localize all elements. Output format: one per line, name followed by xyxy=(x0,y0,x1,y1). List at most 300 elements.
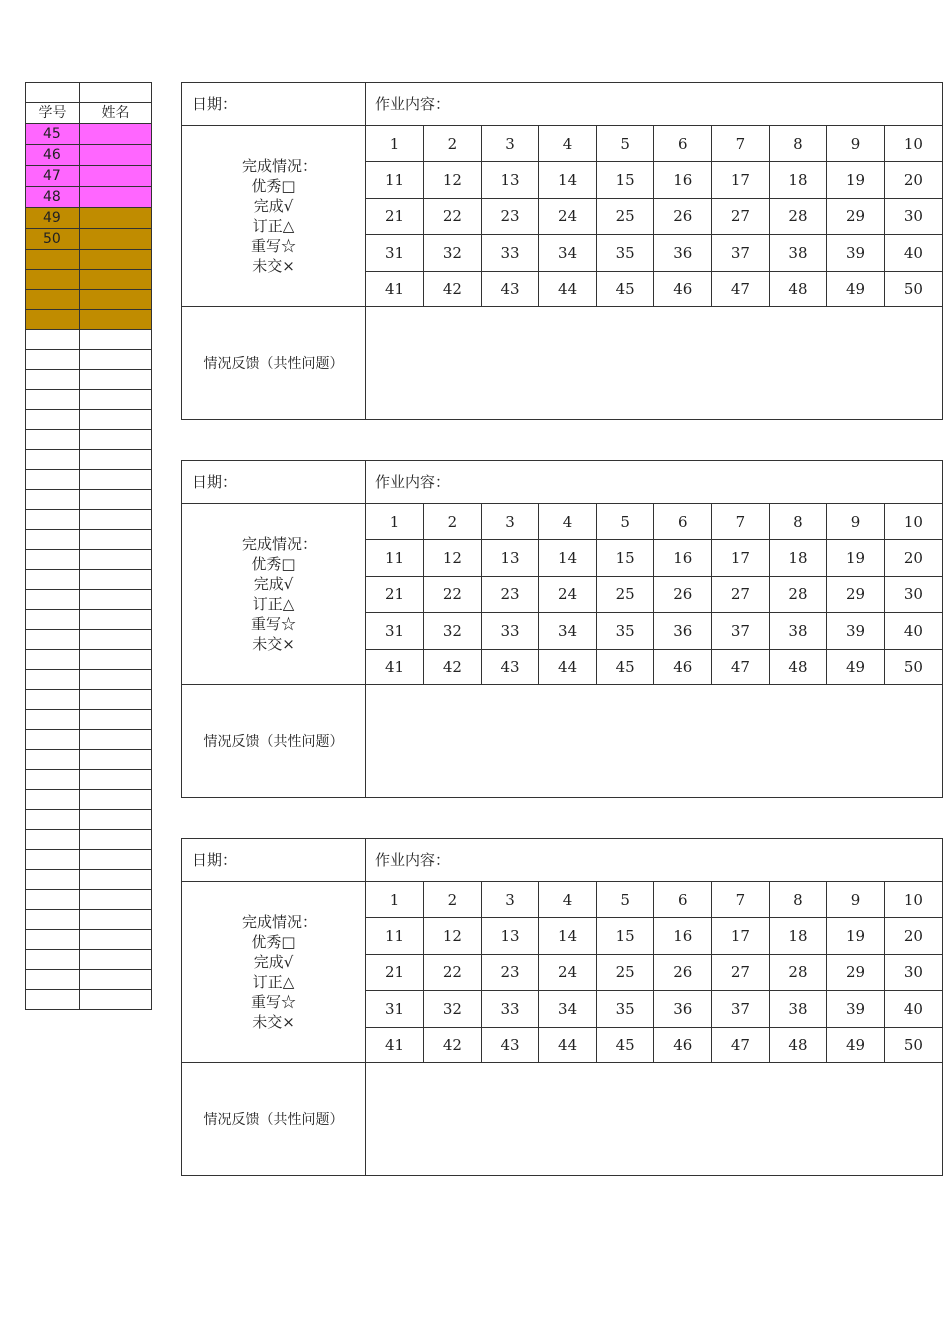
student-number-cell[interactable]: 33 xyxy=(481,613,539,650)
student-number-cell[interactable]: 41 xyxy=(366,1027,424,1063)
student-number[interactable] xyxy=(26,430,80,450)
feedback-label: 情况反馈（共性问题） xyxy=(182,1063,366,1175)
student-number-cell[interactable]: 23 xyxy=(481,576,539,613)
student-number-cell[interactable]: 36 xyxy=(654,991,712,1028)
student-name-header: 姓名 xyxy=(80,103,152,124)
student-number-cell[interactable]: 47 xyxy=(712,1027,770,1063)
student-number-cell[interactable]: 16 xyxy=(654,918,712,955)
student-number-cell[interactable]: 16 xyxy=(654,162,712,199)
student-name[interactable] xyxy=(80,870,152,890)
legend-rewrite: 重写☆ xyxy=(250,993,296,1011)
student-number-cell[interactable]: 47 xyxy=(712,649,770,685)
student-name[interactable] xyxy=(80,670,152,690)
student-number[interactable] xyxy=(26,990,80,1010)
student-number-cell[interactable]: 9 xyxy=(827,882,885,918)
homework-content-field[interactable] xyxy=(366,461,942,504)
student-name[interactable] xyxy=(80,890,152,910)
student-number-cell[interactable]: 3 xyxy=(481,126,539,162)
student-number-cell[interactable]: 26 xyxy=(654,954,712,991)
student-number[interactable]: 47 xyxy=(26,166,80,187)
homework-content-field[interactable] xyxy=(366,839,942,882)
student-name[interactable] xyxy=(80,124,152,145)
student-number-cell[interactable]: 12 xyxy=(424,918,482,955)
student-number[interactable] xyxy=(26,910,80,930)
student-number-cell[interactable]: 17 xyxy=(712,162,770,199)
student-name[interactable] xyxy=(80,187,152,208)
student-number-cell[interactable]: 5 xyxy=(596,504,654,540)
student-number-cell[interactable]: 37 xyxy=(712,235,770,272)
student-number-grid xyxy=(366,882,942,1063)
student-number-cell[interactable]: 21 xyxy=(366,954,424,991)
student-number-cell[interactable]: 39 xyxy=(827,991,885,1028)
student-number-cell[interactable]: 10 xyxy=(884,126,942,162)
student-number[interactable] xyxy=(26,410,80,430)
student-number-cell[interactable]: 22 xyxy=(424,198,482,235)
student-number[interactable] xyxy=(26,270,80,290)
student-number-cell[interactable]: 15 xyxy=(596,918,654,955)
student-number-cell[interactable]: 40 xyxy=(884,613,942,650)
student-number-cell[interactable]: 4 xyxy=(539,126,597,162)
feedback-label: 情况反馈（共性问题） xyxy=(182,307,366,419)
grid-row xyxy=(366,991,942,1028)
student-number-cell[interactable]: 9 xyxy=(827,126,885,162)
student-number-cell[interactable]: 25 xyxy=(596,198,654,235)
student-number-cell[interactable]: 36 xyxy=(654,613,712,650)
student-number-cell[interactable]: 32 xyxy=(424,235,482,272)
student-name[interactable] xyxy=(80,250,152,270)
student-number-cell[interactable]: 6 xyxy=(654,882,712,918)
roster-row xyxy=(26,490,152,510)
student-number-cell[interactable]: 50 xyxy=(903,1036,923,1055)
student-number[interactable] xyxy=(26,250,80,270)
legend-correct: 订正△ xyxy=(252,217,295,235)
student-number[interactable] xyxy=(26,850,80,870)
student-number-cell[interactable]: 21 xyxy=(366,576,424,613)
roster-row xyxy=(26,810,152,830)
student-number-cell[interactable]: 2 xyxy=(424,126,482,162)
student-name[interactable] xyxy=(80,590,152,610)
student-number-cell[interactable]: 24 xyxy=(539,954,597,991)
student-number-cell[interactable]: 3 xyxy=(481,504,539,540)
homework-sheet xyxy=(181,838,943,1176)
student-number-cell[interactable]: 7 xyxy=(712,504,770,540)
student-number-cell[interactable]: 38 xyxy=(769,613,827,650)
student-number-cell[interactable]: 38 xyxy=(769,991,827,1028)
student-number[interactable] xyxy=(26,570,80,590)
student-number[interactable] xyxy=(26,770,80,790)
student-number-cell[interactable]: 29 xyxy=(827,198,885,235)
student-name[interactable] xyxy=(80,510,152,530)
student-name[interactable] xyxy=(80,830,152,850)
roster-row xyxy=(26,229,152,250)
student-number-cell[interactable]: 11 xyxy=(366,162,424,199)
student-name[interactable] xyxy=(80,550,152,570)
student-number-cell[interactable]: 29 xyxy=(827,576,885,613)
student-name[interactable] xyxy=(80,790,152,810)
student-number-cell[interactable]: 31 xyxy=(366,235,424,272)
student-number-cell[interactable]: 39 xyxy=(827,235,885,272)
student-number-cell[interactable]: 49 xyxy=(827,271,885,307)
student-number-cell[interactable]: 8 xyxy=(769,504,827,540)
student-number-cell[interactable]: 7 xyxy=(712,126,770,162)
student-name[interactable] xyxy=(80,166,152,187)
student-number-cell[interactable]: 10 xyxy=(884,882,942,918)
student-name[interactable] xyxy=(80,430,152,450)
grid-row xyxy=(366,235,942,272)
grid-row xyxy=(366,613,942,650)
student-number-cell[interactable]: 14 xyxy=(539,540,597,577)
student-name[interactable] xyxy=(80,570,152,590)
student-number[interactable] xyxy=(26,370,80,390)
student-number-cell[interactable]: 5 xyxy=(596,126,654,162)
student-number-cell[interactable]: 13 xyxy=(481,918,539,955)
student-number-cell[interactable]: 48 xyxy=(769,271,827,307)
student-number[interactable]: 45 xyxy=(26,124,80,145)
student-number-cell[interactable]: 19 xyxy=(827,540,885,577)
student-name[interactable] xyxy=(80,850,152,870)
student-number[interactable]: 48 xyxy=(26,187,80,208)
homework-content-label: 作业内容： xyxy=(375,851,451,869)
student-number-cell[interactable]: 3 xyxy=(481,882,539,918)
legend-not-submitted: 未交× xyxy=(252,1013,295,1031)
student-number-cell[interactable]: 18 xyxy=(769,918,827,955)
student-number-cell[interactable]: 47 xyxy=(712,271,770,307)
student-name[interactable] xyxy=(80,970,152,990)
student-name[interactable] xyxy=(80,630,152,650)
student-number-cell[interactable]: 1 xyxy=(366,882,424,918)
student-number-cell[interactable]: 9 xyxy=(827,504,885,540)
grid-row xyxy=(366,918,942,955)
student-number-cell[interactable]: 17 xyxy=(712,918,770,955)
date-field[interactable] xyxy=(182,461,366,504)
feedback-area[interactable] xyxy=(366,307,942,419)
student-number-cell[interactable]: 29 xyxy=(827,954,885,991)
student-name[interactable] xyxy=(80,690,152,710)
student-number-cell[interactable]: 48 xyxy=(769,649,827,685)
student-number-cell[interactable]: 39 xyxy=(827,613,885,650)
legend-complete: 完成√ xyxy=(253,953,294,971)
student-number[interactable] xyxy=(26,590,80,610)
student-number-cell[interactable]: 2 xyxy=(424,504,482,540)
student-number[interactable] xyxy=(26,530,80,550)
student-number-cell[interactable]: 24 xyxy=(539,576,597,613)
student-number-cell[interactable]: 26 xyxy=(654,198,712,235)
roster-row xyxy=(26,330,152,350)
student-number-cell[interactable]: 7 xyxy=(712,882,770,918)
student-name[interactable] xyxy=(80,750,152,770)
student-name[interactable] xyxy=(80,990,152,1010)
student-number-cell[interactable]: 20 xyxy=(884,540,942,577)
student-number-cell[interactable]: 11 xyxy=(366,540,424,577)
student-number-cell[interactable]: 10 xyxy=(884,504,942,540)
student-number-cell[interactable]: 50 xyxy=(903,658,923,677)
student-name[interactable] xyxy=(80,208,152,229)
student-name[interactable] xyxy=(80,650,152,670)
roster-row xyxy=(26,166,152,187)
feedback-area[interactable] xyxy=(366,1063,942,1175)
student-number-header: 学号 xyxy=(26,103,80,124)
student-number-cell[interactable]: 34 xyxy=(539,235,597,272)
student-number[interactable] xyxy=(26,670,80,690)
student-number[interactable] xyxy=(26,790,80,810)
student-name[interactable] xyxy=(80,390,152,410)
student-number-cell[interactable]: 44 xyxy=(539,1027,597,1063)
student-number-cell[interactable]: 21 xyxy=(366,198,424,235)
student-number-cell[interactable]: 16 xyxy=(654,540,712,577)
roster-row xyxy=(26,410,152,430)
roster-row xyxy=(26,910,152,930)
student-number-cell[interactable]: 13 xyxy=(481,162,539,199)
student-number[interactable] xyxy=(26,970,80,990)
student-number[interactable] xyxy=(26,650,80,670)
feedback-area[interactable] xyxy=(366,685,942,797)
student-name[interactable] xyxy=(80,310,152,330)
student-number-cell[interactable]: 28 xyxy=(769,954,827,991)
roster-row xyxy=(26,850,152,870)
student-number[interactable] xyxy=(26,950,80,970)
student-number-cell[interactable]: 44 xyxy=(539,649,597,685)
feedback-label: 情况反馈（共性问题） xyxy=(182,685,366,797)
student-number-cell[interactable]: 30 xyxy=(884,198,942,235)
student-number[interactable] xyxy=(26,550,80,570)
student-number-cell[interactable]: 6 xyxy=(654,126,712,162)
student-number-cell[interactable]: 33 xyxy=(481,235,539,272)
roster-top-row xyxy=(26,83,152,103)
student-name[interactable] xyxy=(80,710,152,730)
student-number-cell[interactable]: 43 xyxy=(481,649,539,685)
student-number-cell[interactable]: 41 xyxy=(366,271,424,307)
student-name[interactable] xyxy=(80,470,152,490)
student-number-cell[interactable]: 46 xyxy=(654,271,712,307)
student-number-cell[interactable]: 42 xyxy=(424,1027,482,1063)
roster-row xyxy=(26,770,152,790)
student-number-cell[interactable]: 35 xyxy=(596,235,654,272)
student-number-cell[interactable]: 19 xyxy=(827,918,885,955)
student-number[interactable] xyxy=(26,470,80,490)
student-number-cell[interactable]: 1 xyxy=(366,504,424,540)
student-number-cell[interactable]: 43 xyxy=(481,271,539,307)
student-name[interactable] xyxy=(80,950,152,970)
student-number[interactable] xyxy=(26,510,80,530)
student-name[interactable] xyxy=(80,410,152,430)
student-name[interactable] xyxy=(80,490,152,510)
roster-row xyxy=(26,570,152,590)
student-number-cell[interactable]: 14 xyxy=(539,162,597,199)
student-number-cell[interactable]: 49 xyxy=(827,1027,885,1063)
student-number-cell[interactable]: 12 xyxy=(424,162,482,199)
student-name[interactable] xyxy=(80,770,152,790)
student-number-cell[interactable]: 4 xyxy=(539,504,597,540)
date-field[interactable] xyxy=(182,839,366,882)
student-number-cell[interactable]: 45 xyxy=(596,649,654,685)
student-number-cell[interactable]: 8 xyxy=(769,882,827,918)
student-name[interactable] xyxy=(80,330,152,350)
student-name[interactable] xyxy=(80,610,152,630)
student-number-cell[interactable]: 34 xyxy=(539,613,597,650)
student-number-cell[interactable]: 46 xyxy=(654,1027,712,1063)
student-number-cell[interactable]: 4 xyxy=(539,882,597,918)
student-number[interactable] xyxy=(26,350,80,370)
student-number-cell[interactable]: 1 xyxy=(366,126,424,162)
student-number-cell[interactable]: 23 xyxy=(481,198,539,235)
student-number[interactable] xyxy=(26,450,80,470)
student-number-cell[interactable]: 22 xyxy=(424,576,482,613)
student-number-cell[interactable]: 34 xyxy=(539,991,597,1028)
grid-row xyxy=(366,576,942,613)
roster-row xyxy=(26,930,152,950)
student-number[interactable] xyxy=(26,810,80,830)
student-number-cell[interactable]: 15 xyxy=(596,162,654,199)
roster-row xyxy=(26,750,152,770)
roster-row xyxy=(26,350,152,370)
roster-row xyxy=(26,450,152,470)
student-number-cell[interactable]: 44 xyxy=(539,271,597,307)
student-number-cell[interactable]: 35 xyxy=(596,613,654,650)
student-name[interactable] xyxy=(80,930,152,950)
student-number-cell[interactable]: 18 xyxy=(769,540,827,577)
roster-row xyxy=(26,790,152,810)
homework-sheet xyxy=(181,460,943,798)
student-name[interactable] xyxy=(80,145,152,166)
student-name[interactable] xyxy=(80,229,152,250)
student-number[interactable] xyxy=(26,610,80,630)
student-number[interactable] xyxy=(26,890,80,910)
roster-cell[interactable] xyxy=(26,83,80,103)
student-number-cell[interactable]: 42 xyxy=(424,271,482,307)
grid-row xyxy=(366,126,942,162)
student-number-cell[interactable]: 36 xyxy=(654,235,712,272)
student-number-cell[interactable]: 48 xyxy=(769,1027,827,1063)
student-number-cell[interactable]: 17 xyxy=(712,540,770,577)
student-number[interactable]: 46 xyxy=(26,145,80,166)
student-number-cell[interactable]: 22 xyxy=(424,954,482,991)
student-number[interactable] xyxy=(26,730,80,750)
student-number-cell[interactable]: 27 xyxy=(712,954,770,991)
student-number-cell[interactable]: 41 xyxy=(366,649,424,685)
student-number-cell[interactable]: 32 xyxy=(424,991,482,1028)
student-number-cell[interactable]: 43 xyxy=(481,1027,539,1063)
roster-row xyxy=(26,370,152,390)
grid-row xyxy=(366,271,942,307)
student-number-cell[interactable]: 12 xyxy=(424,540,482,577)
student-number-cell[interactable]: 37 xyxy=(712,613,770,650)
student-number-cell[interactable]: 19 xyxy=(827,162,885,199)
student-number[interactable] xyxy=(26,710,80,730)
student-number[interactable] xyxy=(26,390,80,410)
date-field[interactable] xyxy=(182,83,366,126)
student-name[interactable] xyxy=(80,450,152,470)
student-number-cell[interactable]: 23 xyxy=(481,954,539,991)
student-number-cell[interactable]: 14 xyxy=(539,918,597,955)
student-name[interactable] xyxy=(80,730,152,750)
completion-legend xyxy=(182,504,366,685)
roster-row xyxy=(26,830,152,850)
roster-row xyxy=(26,390,152,410)
student-number-cell[interactable]: 6 xyxy=(654,504,712,540)
roster-header-row xyxy=(26,103,152,124)
student-number[interactable]: 50 xyxy=(26,229,80,250)
student-number-cell[interactable]: 33 xyxy=(481,991,539,1028)
student-number-grid xyxy=(366,126,942,307)
grid-row xyxy=(366,162,942,199)
student-number-cell[interactable]: 25 xyxy=(596,576,654,613)
student-number-cell[interactable]: 42 xyxy=(424,649,482,685)
student-number-cell[interactable]: 50 xyxy=(903,280,923,299)
student-number-cell[interactable]: 20 xyxy=(884,162,942,199)
student-number-cell[interactable]: 13 xyxy=(481,540,539,577)
student-name[interactable] xyxy=(80,530,152,550)
student-name[interactable] xyxy=(80,910,152,930)
student-number-cell[interactable]: 31 xyxy=(366,613,424,650)
student-number[interactable] xyxy=(26,690,80,710)
student-number-cell[interactable]: 27 xyxy=(712,198,770,235)
student-number[interactable] xyxy=(26,630,80,650)
student-number-cell[interactable]: 28 xyxy=(769,576,827,613)
student-number-cell[interactable]: 40 xyxy=(884,991,942,1028)
student-number-cell[interactable]: 25 xyxy=(596,954,654,991)
student-number-cell[interactable]: 11 xyxy=(366,918,424,955)
student-number-cell[interactable]: 18 xyxy=(769,162,827,199)
student-name[interactable] xyxy=(80,370,152,390)
student-number[interactable] xyxy=(26,870,80,890)
roster-row xyxy=(26,430,152,450)
roster-cell[interactable] xyxy=(80,83,152,103)
student-number[interactable] xyxy=(26,930,80,950)
student-number[interactable] xyxy=(26,750,80,770)
roster-row xyxy=(26,870,152,890)
student-number-cell[interactable]: 20 xyxy=(884,918,942,955)
student-number-cell[interactable]: 2 xyxy=(424,882,482,918)
student-name[interactable] xyxy=(80,810,152,830)
grid-row xyxy=(366,198,942,235)
student-number-cell[interactable]: 45 xyxy=(596,1027,654,1063)
student-number-cell[interactable]: 40 xyxy=(884,235,942,272)
student-number[interactable] xyxy=(26,290,80,310)
student-name[interactable] xyxy=(80,290,152,310)
student-number-cell[interactable]: 35 xyxy=(596,991,654,1028)
student-number-cell[interactable]: 5 xyxy=(596,882,654,918)
student-number-cell[interactable]: 26 xyxy=(654,576,712,613)
student-number-cell[interactable]: 28 xyxy=(769,198,827,235)
student-number[interactable] xyxy=(26,330,80,350)
student-name[interactable] xyxy=(80,270,152,290)
student-number-cell[interactable]: 32 xyxy=(424,613,482,650)
student-number-cell[interactable]: 24 xyxy=(539,198,597,235)
student-name[interactable] xyxy=(80,350,152,370)
student-number-cell[interactable]: 38 xyxy=(769,235,827,272)
student-number-cell[interactable]: 49 xyxy=(827,649,885,685)
student-number-cell[interactable]: 46 xyxy=(654,649,712,685)
student-number-cell[interactable]: 45 xyxy=(596,271,654,307)
student-number[interactable] xyxy=(26,310,80,330)
student-number-cell[interactable]: 8 xyxy=(769,126,827,162)
homework-content-field[interactable] xyxy=(366,83,942,126)
legend-not-submitted: 未交× xyxy=(252,257,295,275)
student-number[interactable]: 49 xyxy=(26,208,80,229)
roster-row xyxy=(26,530,152,550)
grid-row xyxy=(366,954,942,991)
student-number-cell[interactable]: 15 xyxy=(596,540,654,577)
student-number-cell[interactable]: 31 xyxy=(366,991,424,1028)
student-number-cell[interactable]: 27 xyxy=(712,576,770,613)
roster-row xyxy=(26,630,152,650)
student-number-cell[interactable]: 37 xyxy=(712,991,770,1028)
student-number[interactable] xyxy=(26,830,80,850)
student-number-cell[interactable]: 30 xyxy=(884,576,942,613)
student-roster xyxy=(25,82,152,1010)
student-number[interactable] xyxy=(26,490,80,510)
student-number-cell[interactable]: 30 xyxy=(884,954,942,991)
